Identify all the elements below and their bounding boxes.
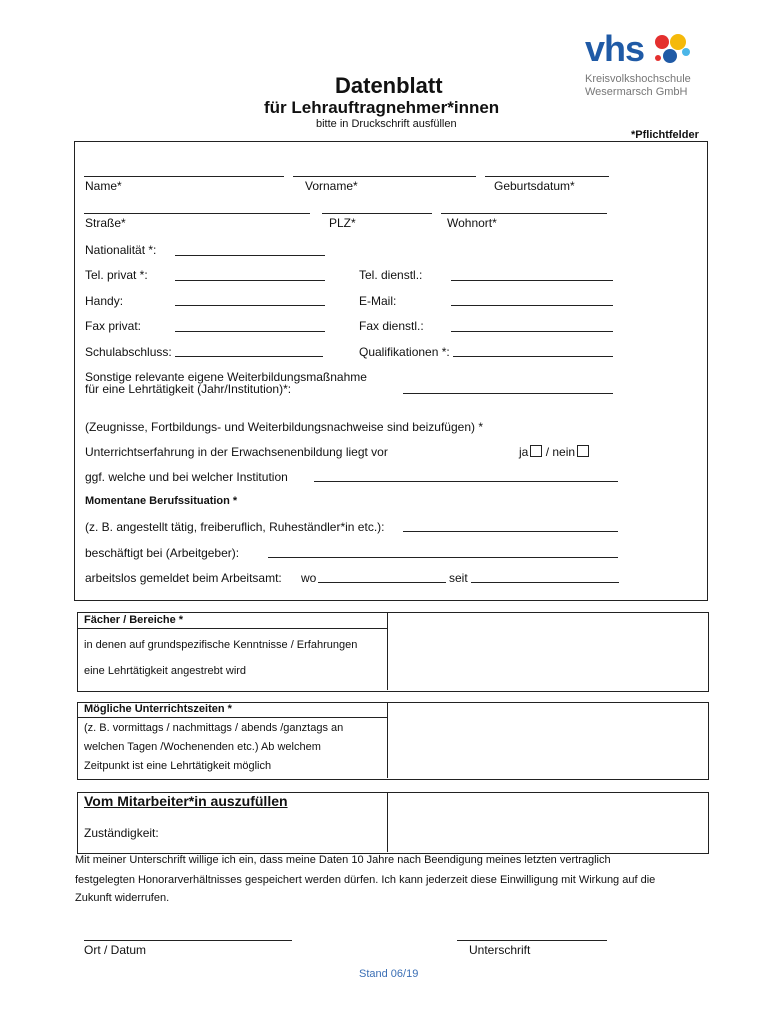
zeiten-input[interactable]	[389, 704, 705, 777]
berufssituation-hint: (z. B. angestellt tätig, freiberuflich, Ruheständler*in etc.):	[85, 520, 385, 534]
ort-datum-label: Ort / Datum	[84, 943, 147, 957]
zustaendigkeit-label: Zuständigkeit:	[84, 826, 159, 840]
geburtsdatum-label: Geburtsdatum*	[494, 179, 575, 193]
ja-checkbox[interactable]	[530, 445, 542, 457]
zeiten-line-2: welchen Tagen /Wochenenden etc.) Ab welchem	[84, 741, 321, 753]
page-title: Datenblatt	[335, 73, 443, 98]
nein-checkbox[interactable]	[577, 445, 589, 457]
nationalitaet-input[interactable]	[175, 255, 325, 256]
name-label: Name*	[85, 179, 122, 193]
arbeitgeber-label: beschäftigt bei (Arbeitgeber):	[85, 546, 240, 560]
fax-privat-input[interactable]	[175, 331, 325, 332]
logo-dots-icon	[650, 32, 694, 68]
faecher-line-2: eine Lehrtätigkeit angestrebt wird	[84, 665, 247, 677]
weiterbildung-label-2: für eine Lehrtätigkeit (Jahr/Institution)*:	[85, 382, 292, 396]
erfahrung-options	[519, 445, 589, 459]
schulabschluss-label: Schulabschluss:	[85, 345, 172, 359]
schulabschluss-input[interactable]	[175, 356, 323, 357]
institution-label: ggf. welche und bei welcher Institution	[85, 470, 288, 484]
logo-line-2: Wesermarsch GmbH	[585, 86, 688, 98]
qualifikationen-label: Qualifikationen *:	[359, 345, 450, 359]
consent-line-1: Mit meiner Unterschrift willige ich ein, dass meine Daten 10 Jahre nach Beendigung meines letzten vertraglich	[75, 854, 611, 866]
stand-note: Stand 06/19	[359, 968, 419, 980]
faecher-line-1: in denen auf grundspezifische Kenntnisse / Erfahrungen	[84, 639, 358, 651]
zeiten-divider	[387, 702, 388, 778]
arbeitgeber-input[interactable]	[268, 557, 618, 558]
berufssituation-title: Momentane Berufssituation *	[85, 495, 238, 507]
consent-line-3: Zukunft widerrufen.	[75, 892, 170, 904]
weiterbildung-input[interactable]	[403, 393, 613, 394]
wohnort-label: Wohnort*	[447, 216, 497, 230]
erfahrung-label: Unterrichtserfahrung in der Erwachsenenbildung liegt vor	[85, 445, 388, 459]
tel-privat-input[interactable]	[175, 280, 325, 281]
email-input[interactable]	[451, 305, 613, 306]
faecher-divider	[387, 612, 388, 690]
email-label: E-Mail:	[359, 294, 397, 308]
strasse-label: Straße*	[85, 216, 126, 230]
fax-dienstl-input[interactable]	[451, 331, 613, 332]
tel-dienstl-input[interactable]	[451, 280, 613, 281]
qualifikationen-input[interactable]	[453, 356, 613, 357]
wo-label: wo	[301, 571, 317, 585]
zeiten-line-1: (z. B. vormittags / nachmittags / abends /ganztags an	[84, 722, 344, 734]
required-note: *Pflichtfelder	[631, 129, 699, 141]
fax-privat-label: Fax privat:	[85, 319, 142, 333]
geburtsdatum-input[interactable]	[485, 176, 609, 177]
wo-input[interactable]	[318, 582, 446, 583]
name-input[interactable]	[84, 176, 284, 177]
nein-label: / nein	[545, 445, 576, 459]
nationalitaet-label: Nationalität *:	[85, 243, 157, 257]
wohnort-input[interactable]	[441, 213, 607, 214]
page-subtitle: für Lehrauftragnehmer*innen	[264, 98, 500, 117]
seit-input[interactable]	[471, 582, 619, 583]
plz-label: PLZ*	[329, 216, 356, 230]
faecher-input[interactable]	[389, 614, 705, 689]
berufssituation-input[interactable]	[403, 531, 618, 532]
zeiten-title-rule	[77, 717, 387, 718]
vorname-label: Vorname*	[305, 179, 358, 193]
tel-dienstl-label: Tel. dienstl.:	[359, 268, 423, 282]
unterschrift-label: Unterschrift	[469, 943, 531, 957]
fax-dienstl-label: Fax dienstl.:	[359, 319, 424, 333]
handy-input[interactable]	[175, 305, 325, 306]
logo-line-1: Kreisvolkshochschule	[585, 73, 691, 85]
ort-datum-input[interactable]	[84, 940, 292, 941]
arbeitslos-label: arbeitslos gemeldet beim Arbeitsamt:	[85, 571, 282, 585]
zeugnisse-note: (Zeugnisse, Fortbildungs- und Weiterbildungsnachweise sind beizufügen) *	[85, 420, 484, 434]
zeiten-line-3: Zeitpunkt ist eine Lehrtätigkeit möglich	[84, 760, 272, 772]
consent-line-2: festgelegten Honorarverhältnisses gespeichert werden dürfen. Ich kann jederzeit diese Einwilligung mit Wirkung auf die	[75, 874, 656, 886]
faecher-title: Fächer / Bereiche *	[84, 614, 184, 626]
print-note: bitte in Druckschrift ausfüllen	[316, 118, 457, 130]
weiterbildung-label-1: Sonstige relevante eigene Weiterbildungsmaßnahme	[85, 370, 367, 384]
zeiten-title: Mögliche Unterrichtszeiten *	[84, 703, 232, 715]
handy-label: Handy:	[85, 294, 124, 308]
strasse-input[interactable]	[84, 213, 310, 214]
vorname-input[interactable]	[293, 176, 476, 177]
logo-mark: vhs	[585, 28, 645, 69]
tel-privat-label: Tel. privat *:	[85, 268, 148, 282]
mitarbeiter-title: Vom Mitarbeiter*in auszufüllen	[84, 793, 288, 809]
ja-label: ja	[519, 445, 529, 459]
institution-input[interactable]	[314, 481, 618, 482]
unterschrift-input[interactable]	[457, 940, 607, 941]
mitarbeiter-divider	[387, 792, 388, 852]
seit-label: seit	[449, 571, 468, 585]
faecher-title-rule	[77, 628, 387, 629]
plz-input[interactable]	[322, 213, 432, 214]
